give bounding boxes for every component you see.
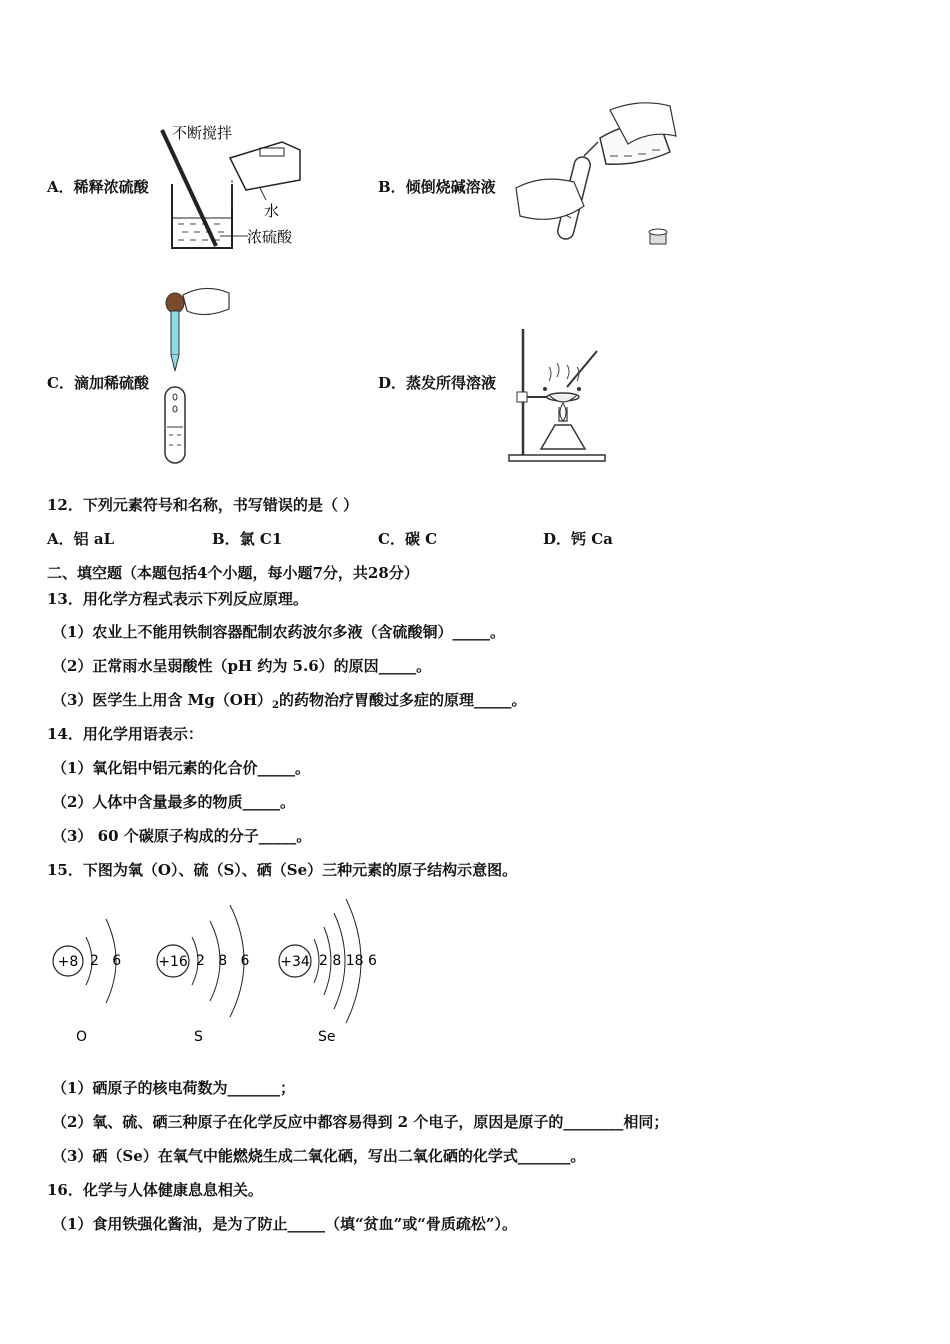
q12-option-c: C．碳 C — [378, 530, 438, 548]
dilution-diagram — [150, 118, 310, 258]
atom-se-shells: 2 8 18 6 — [319, 953, 377, 969]
atom-s-symbol: S — [194, 1029, 203, 1045]
q15-item-3: （3）硒（Se）在氧气中能燃烧生成二氧化硒，写出二氧化硒的化学式_______。 — [52, 1147, 586, 1165]
q15-item-2: （2）氧、硫、硒三种原子在化学反应中都容易得到 2 个电子，原因是原子的________相同； — [52, 1113, 669, 1131]
q13-stem: 13．用化学方程式表示下列反应原理。 — [47, 590, 308, 608]
q14-item-3: （3） 60 个碳原子构成的分子_____。 — [52, 827, 312, 845]
atomic-structure-diagrams — [40, 895, 400, 1055]
stir-label: 不断搅拌 — [172, 124, 233, 142]
q12-option-d: D．钙 Ca — [543, 530, 613, 548]
atom-se-symbol: Se — [318, 1029, 336, 1045]
q13-item-3: （3）医学生上用含 $Mg(OH)_2$的药物治疗胃酸过多症的原理_____。 — [52, 691, 527, 711]
option-a-label: A．稀释浓硫酸 — [47, 178, 149, 196]
section-heading: 二、填空题（本题包括4个小题，每小题7分，共28分） — [47, 564, 419, 582]
option-b-label: B．倾倒烧碱溶液 — [378, 178, 496, 196]
q13-item-2: （2）正常雨水呈弱酸性（pH 约为 5.6）的原因_____。 — [52, 657, 432, 675]
q13-item-1: （1）农业上不能用铁制容器配制农药波尔多液（含硫酸铜）_____。 — [52, 623, 505, 641]
q15-stem: 15．下图为氧（O）、硫（S）、硒（Se）三种元素的原子结构示意图。 — [47, 861, 518, 879]
acid-label: 浓硫酸 — [247, 228, 293, 246]
q16-stem: 16．化学与人体健康息息相关。 — [47, 1181, 263, 1199]
q12-option-b: B．氯 C1 — [212, 530, 283, 548]
q14-item-1: （1）氧化铝中铝元素的化合价_____。 — [52, 759, 310, 777]
atom-o-symbol: O — [76, 1029, 88, 1045]
q14-item-2: （2）人体中含量最多的物质_____。 — [52, 793, 295, 811]
q15-item-1: （1）硒原子的核电荷数为_______； — [52, 1079, 295, 1097]
q16-item-1: （1）食用铁强化酱油，是为了防止_____（填“贫血”或“骨质疏松”）。 — [52, 1215, 517, 1233]
option-c-label: C．滴加稀硫酸 — [47, 374, 149, 392]
atom-s-nucleus: +16 — [158, 954, 188, 970]
pour-lye-diagram — [510, 98, 680, 253]
dropper-diagram — [155, 285, 235, 465]
water-label: 水 — [264, 202, 280, 220]
atom-o-shells: 2 6 — [90, 953, 122, 969]
q12-option-a: A．铝 aL — [47, 530, 115, 548]
atom-o-nucleus: +8 — [57, 954, 79, 970]
atom-se-nucleus: +34 — [280, 954, 310, 970]
atom-s-shells: 2 8 6 — [196, 953, 250, 969]
evaporation-diagram — [505, 325, 615, 465]
q12-stem: 12．下列元素符号和名称，书写错误的是（ ） — [47, 496, 359, 514]
option-d-label: D．蒸发所得溶液 — [378, 374, 497, 392]
q14-stem: 14．用化学用语表示： — [47, 725, 203, 743]
